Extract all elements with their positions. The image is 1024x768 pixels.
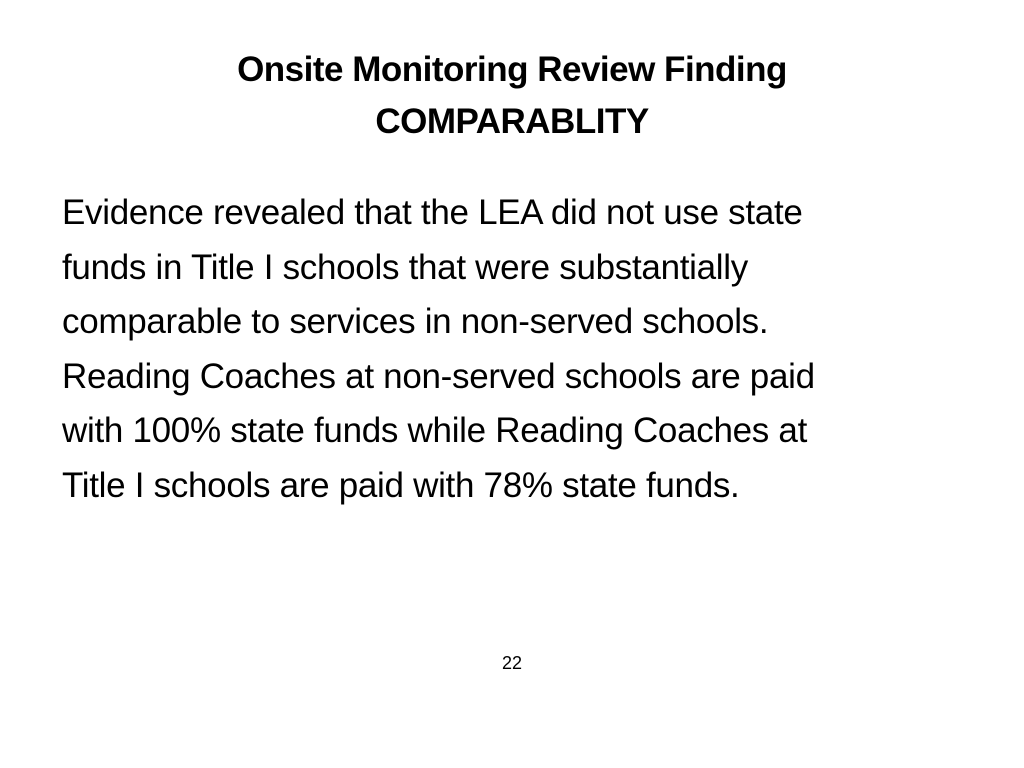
body-line-4: Reading Coaches at non-served schools are paid: [62, 356, 815, 396]
body-line-3: comparable to services in non-served schools.: [62, 302, 769, 341]
body-line-6: Title I schools are paid with 78% state funds.: [62, 465, 740, 505]
slide-title-line-1: Onsite Monitoring Review Finding: [237, 50, 787, 89]
body-line-1: Evidence revealed that the LEA did not use state: [62, 193, 803, 232]
slide-title-line-2: COMPARABLITY: [375, 102, 649, 141]
body-line-5: with 100% state funds while Reading Coaches at: [62, 411, 807, 450]
page-number: 22: [501, 653, 523, 673]
slide-title: [0, 44, 1024, 148]
body-line-2: funds in Title I schools that were substantially: [62, 247, 748, 287]
slide-body: [62, 186, 967, 513]
